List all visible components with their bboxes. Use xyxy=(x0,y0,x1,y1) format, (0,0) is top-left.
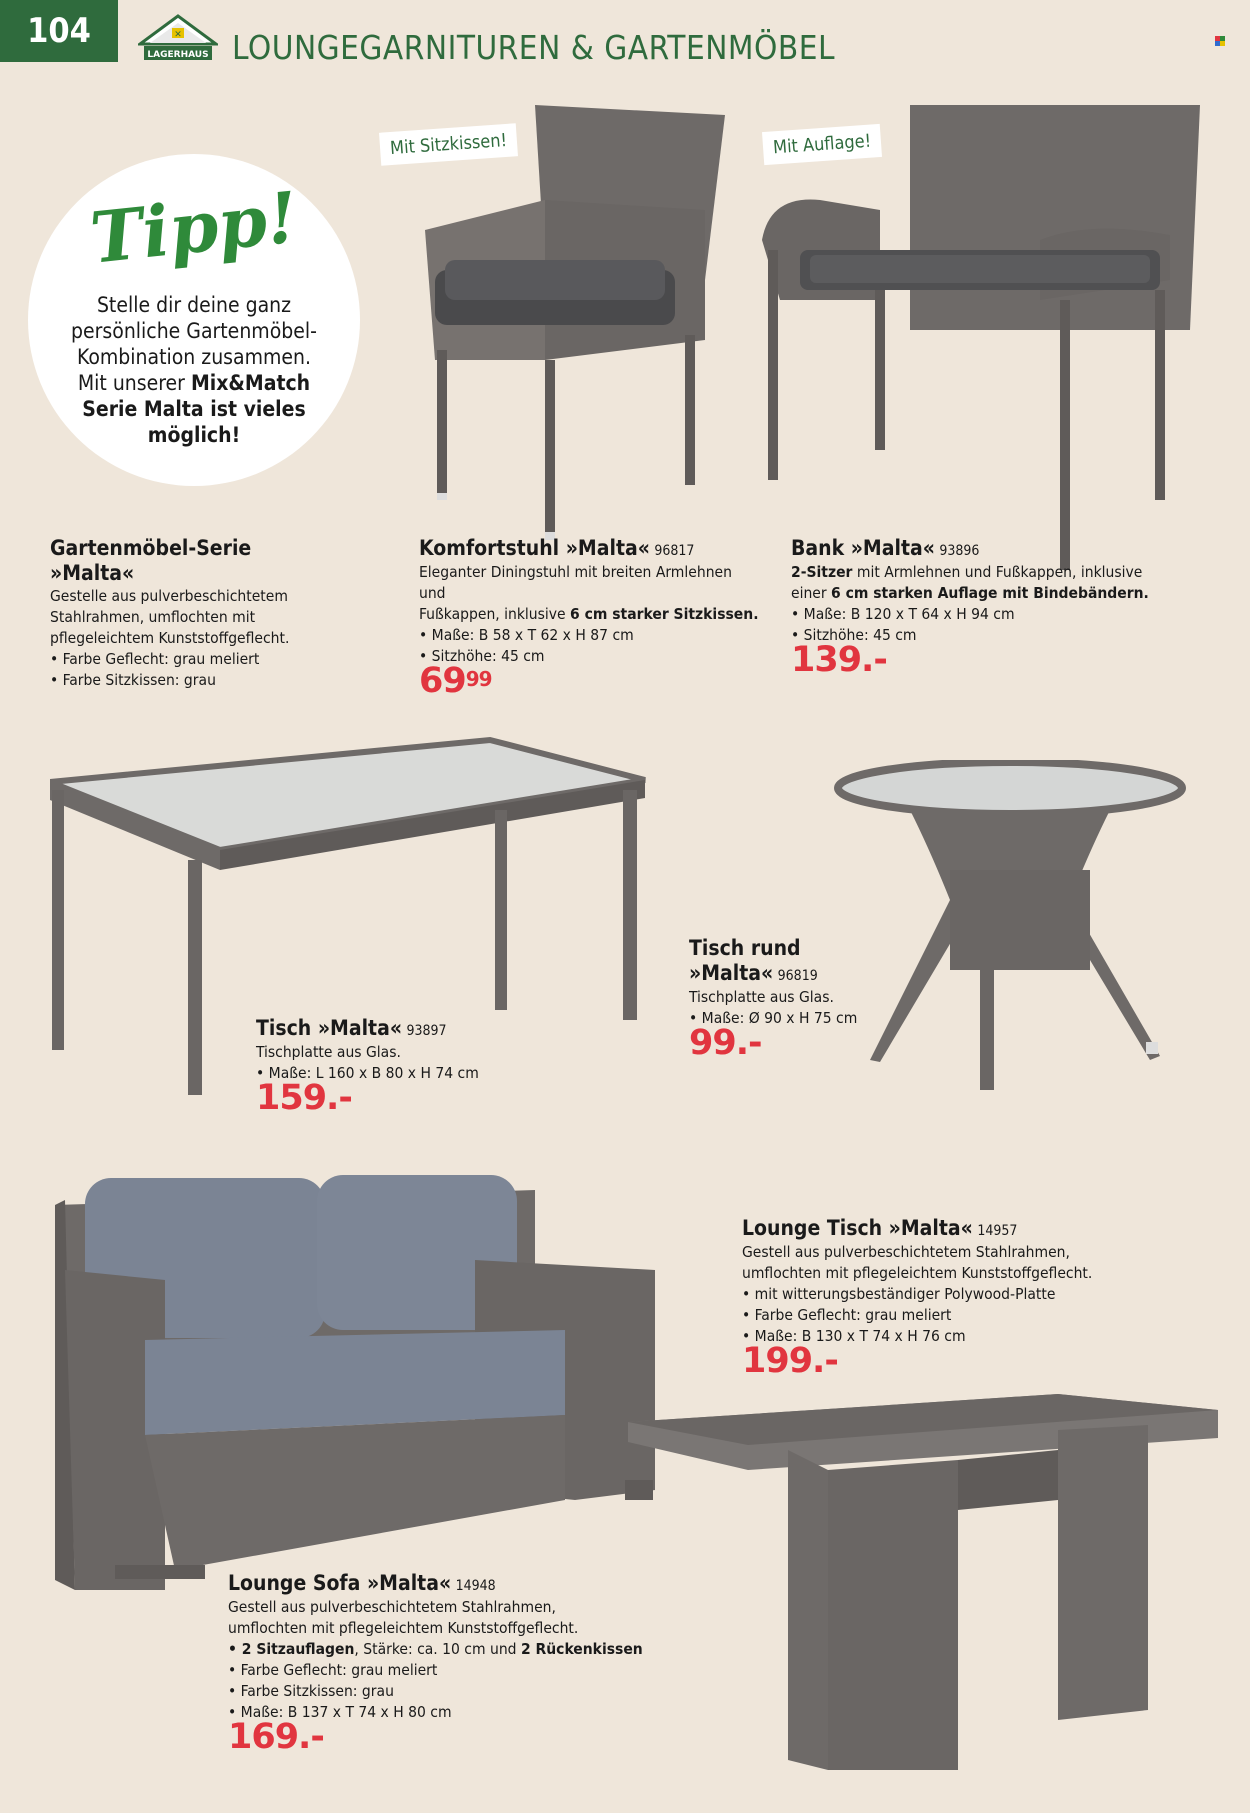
tip-bubble xyxy=(28,154,360,486)
svg-text:LAGERHAUS: LAGERHAUS xyxy=(147,50,209,60)
series-line: pflegeleichtem Kunststoffgeflecht. xyxy=(50,629,290,647)
lounge-table-price: 199.- xyxy=(742,1341,838,1381)
round-table-price: 99.- xyxy=(689,1023,762,1063)
tip-line: persönliche Gartenmöbel- xyxy=(71,319,317,343)
round-table-art-number: 96819 xyxy=(777,968,818,984)
lounge-table-line: Gestell aus pulverbeschichtetem Stahlrahmen, xyxy=(742,1243,1070,1261)
sofa-description xyxy=(228,1571,648,1757)
sofa-bullet: • Farbe Geflecht: grau meliert xyxy=(228,1661,438,1679)
tip-line-emphasis: möglich! xyxy=(147,423,241,447)
chair-line: Eleganter Diningstuhl mit breiten Armlehnen und xyxy=(419,563,732,602)
lounge-table-bullet: • mit witterungsbeständiger Polywood-Platte xyxy=(742,1285,1056,1303)
chair-line-emphasis: 6 cm starker Sitzkissen. xyxy=(570,605,759,623)
bench-line-emphasis: 6 cm starken Auflage mit Bindebändern. xyxy=(831,584,1149,602)
tip-line-part: Mit unserer xyxy=(77,371,191,395)
sofa-image xyxy=(55,1170,655,1610)
tip-line xyxy=(62,370,326,396)
chair-art-number: 96817 xyxy=(654,543,695,559)
round-table-description xyxy=(689,936,929,1063)
table-art-number: 93897 xyxy=(406,1023,447,1039)
chair-bullet: • Sitzhöhe: 45 cm xyxy=(419,647,545,665)
lounge-table-bullet: • Maße: B 130 x T 74 x H 76 cm xyxy=(742,1327,966,1345)
lounge-table-art-number: 14957 xyxy=(977,1223,1018,1239)
round-table-bullet: • Maße: Ø 90 x H 75 cm xyxy=(689,1009,858,1027)
lounge-table-image xyxy=(628,1390,1228,1780)
chair-price xyxy=(419,661,759,701)
sofa-bullet-part: , Stärke: ca. 10 cm und xyxy=(354,1640,521,1658)
bench-art-number: 93896 xyxy=(939,543,980,559)
lounge-table-bullet: • Farbe Geflecht: grau meliert xyxy=(742,1306,952,1324)
tip-line-emphasis: Serie Malta ist vieles xyxy=(82,397,306,421)
bench-bullet: • Maße: B 120 x T 64 x H 94 cm xyxy=(791,605,1015,623)
sofa-line: Gestell aus pulverbeschichtetem Stahlrahmen, xyxy=(228,1598,556,1616)
tip-heading: Tipp! xyxy=(86,175,302,280)
chair-price-main: 69 xyxy=(419,661,466,701)
chair-description xyxy=(419,536,759,701)
corner-mark-icon xyxy=(1215,36,1225,46)
sofa-bullet-emphasis: 2 Rückenkissen xyxy=(520,1640,643,1658)
series-bullet: • Farbe Geflecht: grau meliert xyxy=(50,650,260,668)
chair-badge: Mit Sitzkissen! xyxy=(379,123,518,165)
bench-badge: Mit Auflage! xyxy=(762,124,882,165)
chair-bullet: • Maße: B 58 x T 62 x H 87 cm xyxy=(419,626,634,644)
series-line: Gestelle aus pulverbeschichtetem xyxy=(50,587,288,605)
page-title: LOUNGEGARNITUREN & GARTENMÖBEL xyxy=(232,28,836,67)
sofa-bullet: • Maße: B 137 x T 74 x H 80 cm xyxy=(228,1703,452,1721)
tip-line-emphasis: Mix&Match xyxy=(190,371,311,395)
sofa-bullet-emphasis: • 2 Sitzauflagen xyxy=(228,1640,355,1658)
bench-image xyxy=(760,100,1200,570)
chair-line-part: Fußkappen, inklusive xyxy=(419,605,571,623)
chair-price-cents: 99 xyxy=(465,667,492,691)
lounge-table-title: Lounge Tisch »Malta« xyxy=(742,1216,973,1240)
series-title: Gartenmöbel-Serie xyxy=(50,536,252,560)
table-price: 159.- xyxy=(256,1078,352,1118)
lounge-table-line: umflochten mit pflegeleichtem Kunststoffgeflecht. xyxy=(742,1264,1093,1282)
table-title: Tisch »Malta« xyxy=(256,1016,403,1040)
series-line: Stahlrahmen, umflochten mit xyxy=(50,608,256,626)
tip-line: Stelle dir deine ganz xyxy=(96,293,292,317)
series-subtitle: »Malta« xyxy=(50,561,135,585)
tip-text xyxy=(62,292,326,448)
series-bullet: • Farbe Sitzkissen: grau xyxy=(50,671,216,689)
table-bullet: • Maße: L 160 x B 80 x H 74 cm xyxy=(256,1064,479,1082)
chair-title: Komfortstuhl »Malta« xyxy=(419,536,650,560)
svg-text:✕: ✕ xyxy=(174,30,182,40)
sofa-art-number: 14948 xyxy=(455,1578,496,1594)
sofa-price: 169.- xyxy=(228,1717,324,1757)
bench-line-part: einer xyxy=(791,584,832,602)
chair-image xyxy=(405,100,725,540)
sofa-bullet: • Farbe Sitzkissen: grau xyxy=(228,1682,394,1700)
sofa-line: umflochten mit pflegeleichtem Kunststoffgeflecht. xyxy=(228,1619,579,1637)
tip-line: Kombination zusammen. xyxy=(76,345,311,369)
round-table-title: Tisch rund xyxy=(689,936,801,960)
round-table-subtitle: »Malta« xyxy=(689,961,774,985)
table-line: Tischplatte aus Glas. xyxy=(256,1043,401,1061)
bench-bullet: • Sitzhöhe: 45 cm xyxy=(791,626,917,644)
sofa-title: Lounge Sofa »Malta« xyxy=(228,1571,452,1595)
bench-description xyxy=(791,536,1211,680)
bench-title: Bank »Malta« xyxy=(791,536,935,560)
round-table-line: Tischplatte aus Glas. xyxy=(689,988,834,1006)
bench-line-emphasis: 2-Sitzer xyxy=(791,563,853,581)
bench-line-part: mit Armlehnen und Fußkappen, inklusive xyxy=(852,563,1143,581)
bench-price: 139.- xyxy=(791,640,887,680)
lounge-table-description xyxy=(742,1216,1202,1381)
table-description xyxy=(256,1016,596,1118)
series-description xyxy=(50,536,350,691)
lagerhaus-logo xyxy=(138,14,218,64)
page-number: 104 xyxy=(0,0,118,62)
